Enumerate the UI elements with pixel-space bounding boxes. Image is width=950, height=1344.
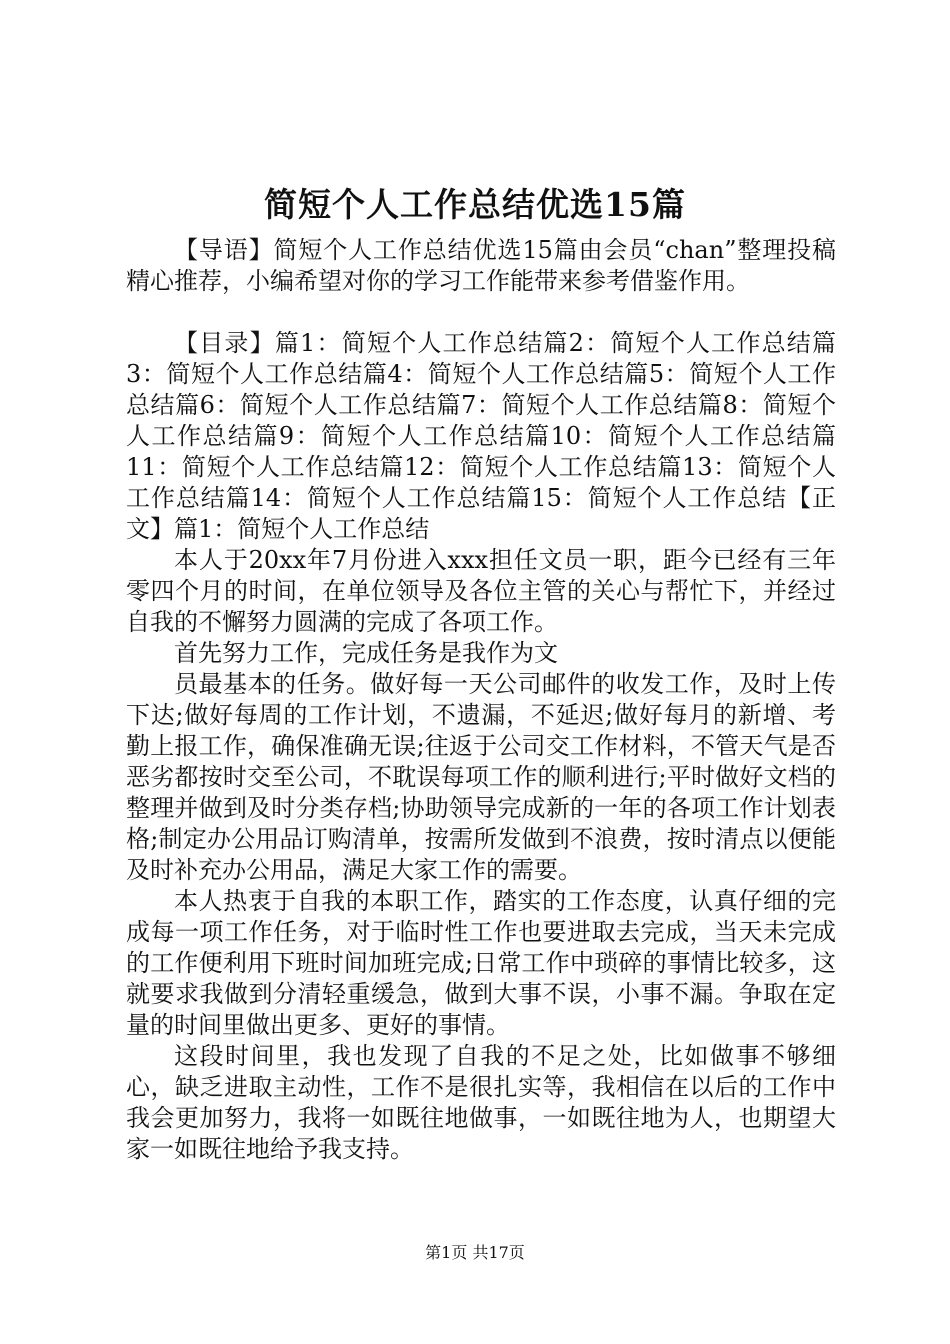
table-of-contents-paragraph: 【目录】篇1：简短个人工作总结篇2：简短个人工作总结篇3：简短个人工作总结篇4：简短个人工作总结篇5：简短个人工作总结篇6：简短个人工作总结篇7：简短个人工作总结篇8：简短个人工作总结篇9：简短个人工作总结篇10：简短个人工作总结篇11：简短个人工作总结篇12：简短个人工作总结篇13：简短个人工作总结篇14：简短个人工作总结篇15：简短个人工作总结【正文】篇1：简短个人工作总结 (126, 329, 836, 543)
body-paragraph: 员最基本的任务。做好每一天公司邮件的收发工作，及时上传下达;做好每周的工作计划，不遗漏，不延迟;做好每月的新增、考勤上报工作，确保准确无误;往返于公司交工作材料，不管天气是否恶劣都按时交至公司，不耽误每项工作的顺利进行;平时做好文档的整理并做到及时分类存档;协助领导完成新的一年的各项工作计划表格;制定办公用品订购清单，按需所发做到不浪费，按时清点以便能及时补充办公用品，满足大家工作的需要。 (126, 670, 836, 884)
body-paragraph: 首先努力工作，完成任务是我作为文 (174, 639, 558, 667)
document-body (126, 235, 836, 1165)
intro-paragraph: 【导语】简短个人工作总结优选15篇由会员“chan”整理投稿精心推荐，小编希望对你的学习工作能带来参考借鉴作用。 (126, 236, 836, 295)
body-paragraph: 本人于20xx年7月份进入xxx担任文员一职，距今已经有三年零四个月的时间，在单位领导及各位主管的关心与帮忙下，并经过自我的不懈努力圆满的完成了各项工作。 (126, 546, 836, 636)
page-number-footer: 第1页 共17页 (425, 1243, 525, 1262)
body-paragraph: 这段时间里，我也发现了自我的不足之处，比如做事不够细心，缺乏进取主动性，工作不是很扎实等，我相信在以后的工作中我会更加努力，我将一如既往地做事，一如既往地为人，也期望大家一如既往地给予我支持。 (126, 1042, 836, 1163)
document-title: 简短个人工作总结优选15篇 (264, 185, 686, 224)
body-paragraph: 本人热衷于自我的本职工作，踏实的工作态度，认真仔细的完成每一项工作任务，对于临时性工作也要进取去完成，当天未完成的工作便利用下班时间加班完成;日常工作中琐碎的事情比较多，这就要求我做到分清轻重缓急，做到大事不误，小事不漏。争取在定量的时间里做出更多、更好的事情。 (126, 887, 836, 1039)
